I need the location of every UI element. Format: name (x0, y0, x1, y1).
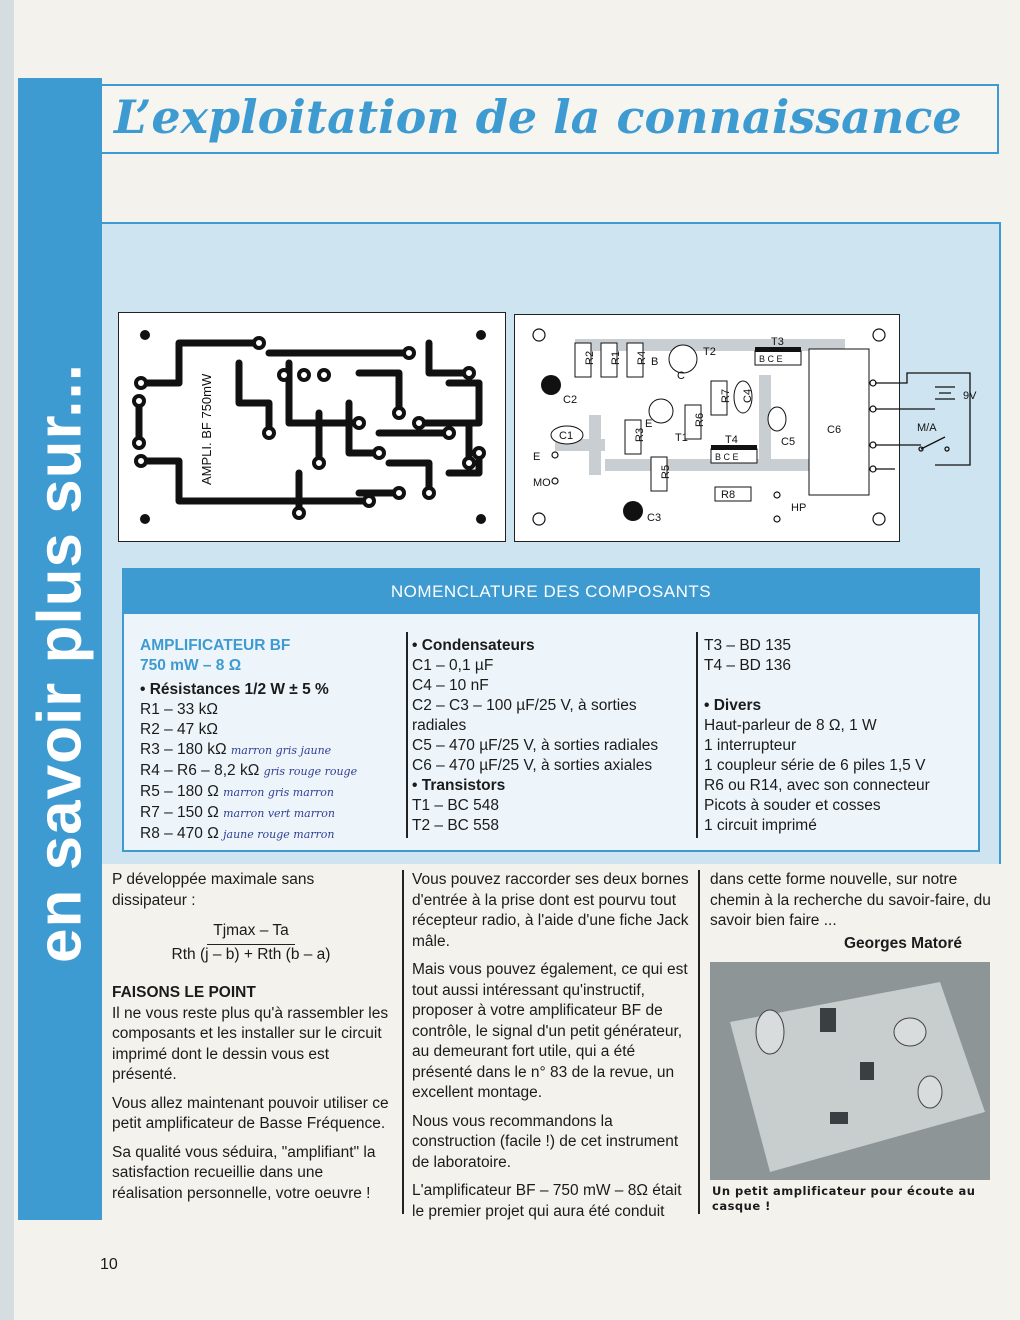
page-number: 10 (100, 1256, 118, 1273)
transistor-item: T4 – BD 136 (704, 657, 792, 674)
column-divider (698, 870, 700, 1214)
resistor-item: R5 – 180 Ω marron gris marron (140, 783, 335, 800)
title-bar (102, 84, 999, 154)
sidebar-text: en savoir plus sur... (25, 363, 95, 963)
misc-item: 1 coupleur série de 6 piles 1,5 V (704, 757, 926, 774)
article-column-3 (710, 870, 992, 960)
transistors-heading: • Transistors (412, 777, 506, 794)
misc-heading: • Divers (704, 697, 762, 714)
nomenclature-col-resistors (140, 636, 357, 845)
nomenclature-col-capacitors (412, 636, 658, 836)
label-r5: R5 (660, 464, 672, 479)
transistor-item: T2 – BC 558 (412, 817, 500, 834)
layout-svg (515, 315, 985, 541)
formula-denominator: Rth (j – b) + Rth (b – a) (171, 945, 331, 963)
label-c4: C4 (742, 388, 754, 403)
board-label: AMPLI. BF 750mW (199, 373, 214, 485)
label-r3: R3 (634, 427, 646, 442)
amplifier-title: AMPLIFICATEUR BF (140, 637, 291, 654)
label-c3: C3 (647, 512, 662, 524)
amplifier-photo (710, 962, 990, 1180)
label-input-mo: MO (533, 477, 551, 489)
handwritten-note: gris rouge rouge (263, 765, 358, 778)
pcb-traces-svg (119, 313, 505, 541)
label-r2: R2 (584, 350, 596, 365)
article-column-1 (112, 870, 390, 1212)
capacitor-item: C4 – 10 nF (412, 677, 489, 694)
misc-item: Picots à souder et cosses (704, 797, 881, 814)
amplifier-spec: 750 mW – 8 Ω (140, 657, 242, 674)
transistor-item: T3 – BD 135 (704, 637, 792, 654)
power-formula (112, 921, 390, 965)
label-c6: C6 (827, 424, 842, 436)
photo-svg (710, 962, 990, 1180)
section-heading: FAISONS LE POINT (112, 984, 256, 1001)
page-edge (0, 0, 14, 1320)
capacitor-item: radiales (412, 717, 467, 734)
capacitor-item: C5 – 470 µF/25 V, à sorties radiales (412, 737, 659, 754)
capacitors-heading: • Condensateurs (412, 637, 535, 654)
nomenclature-col-misc (704, 636, 930, 836)
capacitor-item: C2 – C3 – 100 µF/25 V, à sorties (412, 697, 637, 714)
capacitor-item: C6 – 470 µF/25 V, à sorties axiales (412, 757, 653, 774)
label-switch: M/A (917, 422, 937, 434)
handwritten-note: marron vert marron (223, 807, 335, 820)
handwritten-note: marron gris jaune (230, 744, 332, 757)
label-t2: T2 (703, 346, 716, 358)
label-r8: R8 (721, 489, 736, 501)
column-divider (696, 632, 698, 838)
resistor-item: R8 – 470 Ω jaune rouge marron (140, 825, 335, 842)
paragraph: L'amplificateur BF – 750 mW – 8Ω était le premier projet qui aura été conduit (412, 1182, 682, 1220)
paragraph: dans cette forme nouvelle, sur notre chemin à la recherche du savoir-faire, du savoir bien faire ... (710, 871, 991, 929)
misc-item: 1 circuit imprimé (704, 817, 817, 834)
label-input-e: E (533, 451, 541, 463)
resistor-item: R4 – R6 – 8,2 kΩ gris rouge rouge (140, 762, 358, 779)
label-t4-pins: B C E (715, 452, 739, 462)
label-c1: C1 (559, 430, 574, 442)
resistor-item: R3 – 180 kΩ marron gris jaune (140, 741, 332, 758)
article-column-2 (412, 870, 690, 1230)
photo-caption: Un petit amplificateur pour écoute au casque ! (712, 1184, 976, 1213)
label-r7: R7 (720, 388, 732, 403)
power-intro: P développée maximale sans dissipateur : (112, 871, 315, 909)
pcb-copper-drawing (118, 312, 506, 542)
misc-item: Haut-parleur de 8 Ω, 1 W (704, 717, 877, 734)
paragraph: Nous vous recommandons la construction (facile !) de cet instrument de laboratoire. (412, 1112, 679, 1171)
label-c2: C2 (563, 394, 578, 406)
sidebar-band (18, 78, 102, 1220)
label-r4: R4 (636, 350, 648, 365)
label-t3-pins: B C E (759, 354, 783, 364)
paragraph: Vous allez maintenant pouvoir utiliser ce petit amplificateur de Basse Fréquence. (112, 1094, 389, 1132)
label-t2-b: B (651, 356, 659, 368)
handwritten-note: jaune rouge marron (223, 828, 335, 841)
label-t1: T1 (675, 432, 688, 444)
label-r6: R6 (694, 412, 706, 427)
resistor-item: R7 – 150 Ω marron vert marron (140, 804, 335, 821)
misc-item: R6 ou R14, avec son connecteur (704, 777, 930, 794)
label-t1-e: E (645, 418, 653, 430)
misc-item: 1 interrupteur (704, 737, 797, 754)
nomenclature-box (122, 568, 980, 852)
page-title: L’exploitation de la connaissance (114, 90, 962, 144)
label-t4: T4 (725, 434, 738, 446)
label-t2-c: C (677, 370, 685, 382)
nomenclature-heading: NOMENCLATURE DES COMPOSANTS (124, 570, 978, 614)
column-divider (406, 632, 408, 838)
component-layout-drawing (514, 314, 977, 542)
label-t3: T3 (771, 336, 784, 348)
label-r1: R1 (610, 350, 622, 365)
label-c5: C5 (781, 436, 796, 448)
label-hp: HP (791, 502, 807, 514)
author-signature: Georges Matoré (843, 935, 962, 952)
paragraph: Mais vous pouvez également, ce qui est tout aussi intéressant qu'instructif, proposer à votre amplificateur BF de contrôle, le signal d'un petit générateur, au demeurant fort utile, qui a été présenté dans le n° 83 de la revue, un excellent montage. (412, 961, 688, 1101)
column-divider (402, 870, 404, 1214)
resistors-heading: • Résistances 1/2 W ± 5 % (140, 681, 329, 698)
resistor-item: R1 – 33 kΩ (140, 701, 218, 718)
capacitor-item: C1 – 0,1 µF (412, 657, 494, 674)
label-battery: 9V (963, 390, 977, 402)
handwritten-note: marron gris marron (223, 786, 335, 799)
paragraph: Il ne vous reste plus qu'à rassembler les composants et les installer sur le circuit imprimé dont le dessin vous est présenté. (112, 1004, 389, 1083)
paragraph: Vous pouvez raccorder ses deux bornes d'entrée à la prise dont est pourvu tout récepteur radio, à l'aide d'une fiche Jack mâle. (412, 871, 689, 950)
transistor-item: T1 – BC 548 (412, 797, 500, 814)
formula-numerator: Tjmax – Ta (207, 921, 295, 945)
resistor-item: R2 – 47 kΩ (140, 721, 218, 738)
paragraph: Sa qualité vous séduira, "amplifiant" la satisfaction recueillie dans une réalisation personnelle, votre oeuvre ! (112, 1143, 376, 1202)
